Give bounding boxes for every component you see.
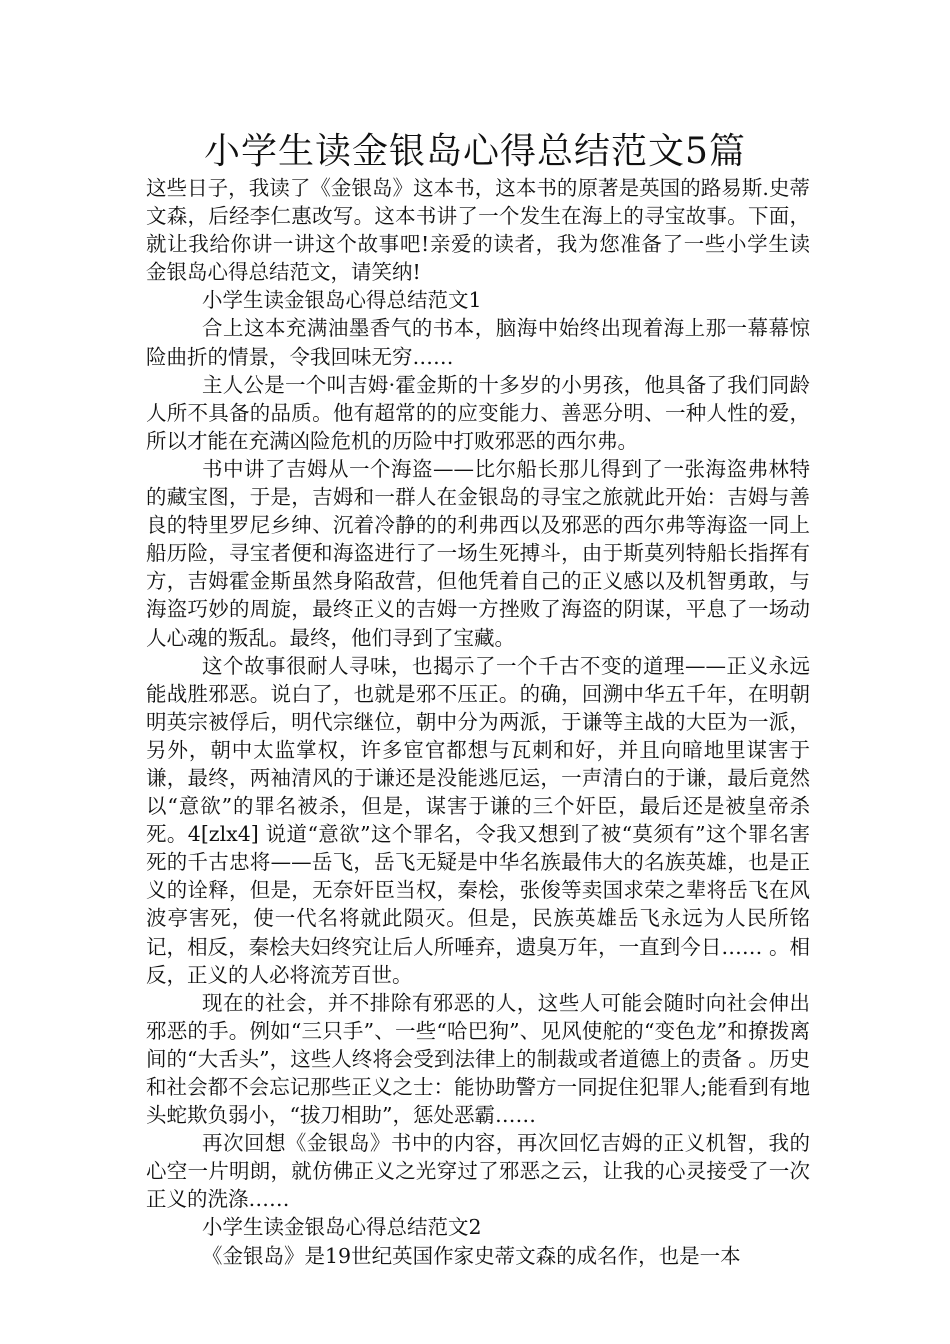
section-heading-2: 小学生读金银岛心得总结范文2 [202,1215,482,1240]
page-title: 小学生读金银岛心得总结范文5篇 [204,131,746,172]
paragraph: 这个故事很耐人寻味，也揭示了一个千古不变的道理——正义永远能战胜邪恶。说白了，也就是邪不压正。的确，回溯中华五千年，在明朝明英宗被俘后，明代宗继位，朝中分为两派，于谦等主战的大臣为一派，另外，朝中太监掌权，许多宦官都想与瓦刺和好，并且向暗地里谋害于谦，最终，两袖清风的于谦还是没能逃厄运，一声清白的于谦，最后竟然以“意欲”的罪名被杀，但是，谋害于谦的三个奸臣，最后还是被皇帝杀死。4[zlx4] 说道“意欲”这个罪名，令我又想到了被“莫须有”这个罪名害死的千古忠将——岳飞，岳飞无疑是中华名族最伟大的名族英雄，也是正义的诠释，但是，无奈奸臣当权，秦桧，张俊等卖国求荣之辈将岳飞在风波亭害死，使一代名将就此陨灭。但是，民族英雄岳飞永远为人民所铭记，相反，秦桧夫妇终究让后人所唾弃，遗臭万年，一直到今日…… 。相反，正义的人必将流芳百世。 [146,653,810,987]
paragraph: 再次回想《金银岛》书中的内容，再次回忆吉姆的正义机智，我的心空一片明朗，就仿佛正义之光穿过了邪恶之云，让我的心灵接受了一次正义的洗涤…… [146,1131,810,1212]
paragraph: 现在的社会，并不排除有邪恶的人，这些人可能会随时向社会伸出邪恶的手。例如“三只手”、一些“哈巴狗”、见风使舵的“变色龙”和撩拨离间的“大舌头”，这些人终将会受到法律上的制裁或者道德上的责备 。历史和社会都不会忘记那些正义之士：能协助警方一同捉住犯罪人;能看到有地头蛇欺负弱小，“拔刀相助”，惩处恶霸…… [146,990,810,1128]
paragraph: 书中讲了吉姆从一个海盗——比尔船长那儿得到了一张海盗弗林特的藏宝图，于是，吉姆和一群人在金银岛的寻宝之旅就此开始：吉姆与善良的特里罗尼乡绅、沉着冷静的的利弗西以及邪恶的西尔弗等海盗一同上船历险，寻宝者便和海盗进行了一场生死搏斗，由于斯莫列特船长指挥有方，吉姆霍金斯虽然身陷敌营，但他凭着自己的正义感以及机智勇敢，与海盗巧妙的周旋，最终正义的吉姆一方挫败了海盗的阴谋，平息了一场动人心魂的叛乱。最终，他们寻到了宝藏。 [146,456,810,650]
paragraph: 主人公是一个叫吉姆·霍金斯的十多岁的小男孩，他具备了我们同龄人所不具备的品质。他有超常的的应变能力、善恶分明、一种人性的爱，所以才能在充满凶险危机的历险中打败邪恶的西尔弗。 [146,372,810,453]
section-heading-1: 小学生读金银岛心得总结范文1 [202,288,482,313]
document-body [146,174,810,1270]
paragraph-intro: 这些日子，我读了《金银岛》这本书，这本书的原著是英国的路易斯.史蒂文森，后经李仁惠改写。这本书讲了一个发生在海上的寻宝故事。下面，就让我给你讲一讲这个故事吧!亲爱的读者，我为您准备了一些小学生读金银岛心得总结范文，请笑纳! [146,176,810,285]
paragraph: 合上这本充满油墨香气的书本，脑海中始终出现着海上那一幕幕惊险曲折的情景，令我回味无穷…… [146,316,810,369]
paragraph: 《金银岛》是19世纪英国作家史蒂文森的成名作，也是一本 [202,1243,741,1268]
